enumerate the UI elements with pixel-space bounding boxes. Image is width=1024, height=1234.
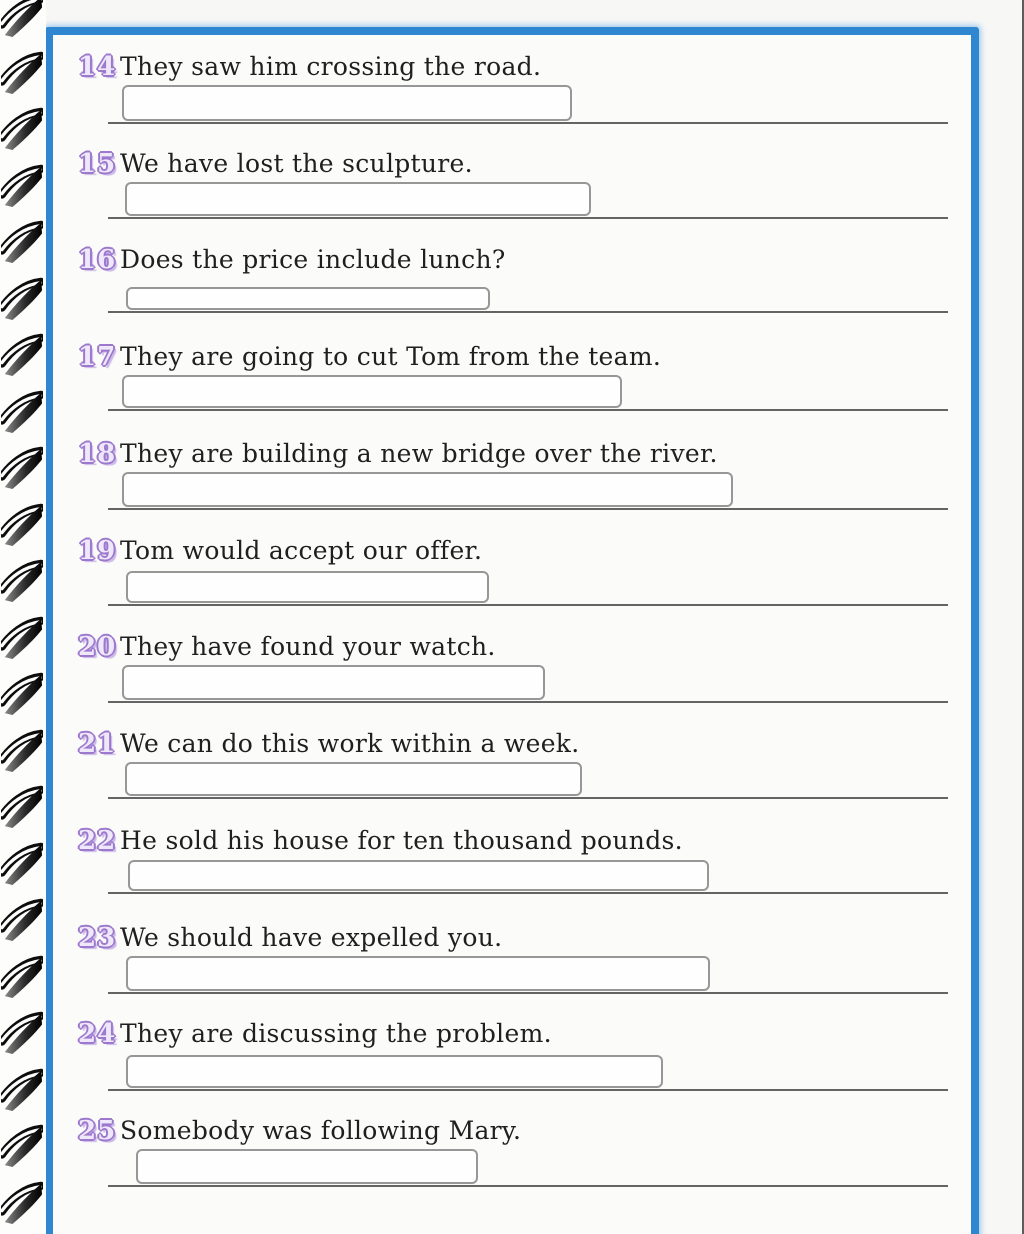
sentence-line [53,439,971,469]
exercise-row-21 [53,729,971,796]
answer-underline [108,508,948,511]
answer-area [53,472,971,507]
answer-underline [108,604,948,607]
item-number: 16 [78,245,117,275]
sentence-line [53,245,971,275]
exercise-row-15 [53,149,971,216]
sentence-text: Somebody was following Mary. [120,1116,522,1145]
exercise-list [53,35,971,1234]
sentence-text: They saw him crossing the road. [120,52,542,81]
spiral-coil-icon [1,49,43,97]
exercise-row-19 [53,536,971,603]
item-number: 17 [78,342,117,372]
notebook-page [45,27,979,1234]
spiral-coil-icon [1,218,43,266]
spiral-coil-icon [1,0,43,40]
answer-area [53,182,971,216]
spiral-coil-icon [1,1179,43,1227]
spiral-coil-icon [1,614,43,662]
spiral-coil-icon [1,557,43,605]
sentence-text: They are building a new bridge over the river. [120,439,718,468]
spiral-coil-icon [1,275,43,323]
answer-input-25[interactable] [136,1149,478,1184]
spiral-coil-icon [1,105,43,153]
spiral-coil-icon [1,162,43,210]
item-number: 23 [78,923,117,953]
answer-input-22[interactable] [128,860,709,891]
sentence-line [53,923,971,953]
exercise-row-20 [53,632,971,700]
item-number: 18 [78,439,117,469]
sentence-line [53,729,971,759]
answer-underline [108,992,948,995]
exercise-row-25 [53,1116,971,1184]
exercise-row-24 [53,1019,971,1088]
spiral-coil-icon [1,1066,43,1114]
answer-area [53,1149,971,1184]
sentence-text: They have found your watch. [120,632,496,661]
exercise-row-14 [53,52,971,121]
answer-area [53,85,971,121]
answer-area [53,375,971,408]
answer-input-20[interactable] [122,665,545,700]
spiral-coil-icon [1,783,43,831]
sentence-line [53,1116,971,1146]
answer-input-24[interactable] [126,1055,663,1088]
sentence-line [53,1019,971,1049]
sentence-text: Tom would accept our offer. [120,536,483,565]
spiral-coil-icon [1,727,43,775]
sentence-text: We have lost the sculpture. [120,149,473,178]
sentence-text: They are going to cut Tom from the team. [120,342,662,371]
exercise-row-18 [53,439,971,507]
answer-input-19[interactable] [126,571,489,603]
spiral-coil-icon [1,896,43,944]
exercise-row-17 [53,342,971,408]
item-number: 25 [78,1116,117,1146]
item-number: 20 [78,632,117,662]
answer-underline [108,217,948,220]
item-number: 24 [78,1019,117,1049]
answer-underline [108,797,948,800]
answer-area [53,860,971,891]
spiral-binding [0,0,46,1234]
sentence-line [53,149,971,179]
answer-underline [108,311,948,314]
answer-underline [108,409,948,412]
item-number: 21 [78,729,117,759]
answer-area [53,287,971,310]
item-number: 22 [78,826,117,856]
answer-underline [108,892,948,895]
item-number: 15 [78,149,117,179]
answer-input-15[interactable] [125,182,591,216]
spiral-coil-icon [1,953,43,1001]
sentence-line [53,632,971,662]
sentence-text: We should have expelled you. [120,923,503,952]
answer-area [53,956,971,991]
sentence-text: Does the price include lunch? [120,245,506,274]
exercise-row-16 [53,245,971,310]
item-number: 14 [78,52,117,82]
sentence-line [53,52,971,82]
spiral-coil-icon [1,501,43,549]
sentence-line [53,536,971,566]
answer-input-16[interactable] [126,287,490,310]
sentence-text: He sold his house for ten thousand pounds. [120,826,683,855]
spiral-coil-icon [1,840,43,888]
answer-underline [108,1089,948,1092]
answer-area [53,665,971,700]
answer-input-21[interactable] [125,762,582,796]
answer-input-17[interactable] [122,375,622,408]
exercise-row-22 [53,826,971,891]
spiral-coil-icon [1,1122,43,1170]
sentence-text: They are discussing the problem. [120,1019,552,1048]
answer-input-18[interactable] [122,472,733,507]
answer-underline [108,701,948,704]
spiral-coil-icon [1,444,43,492]
sentence-text: We can do this work within a week. [120,729,580,758]
answer-input-23[interactable] [126,956,710,991]
answer-underline [108,122,948,125]
sentence-line [53,826,971,856]
sentence-line [53,342,971,372]
spiral-coil-icon [1,331,43,379]
spiral-coil-icon [1,388,43,436]
exercise-row-23 [53,923,971,991]
answer-area [53,762,971,796]
item-number: 19 [78,536,117,566]
spiral-coil-icon [1,1009,43,1057]
answer-area [53,1055,971,1088]
spiral-coil-icon [1,670,43,718]
answer-underline [108,1185,948,1188]
answer-input-14[interactable] [122,85,572,121]
answer-area [53,571,971,603]
